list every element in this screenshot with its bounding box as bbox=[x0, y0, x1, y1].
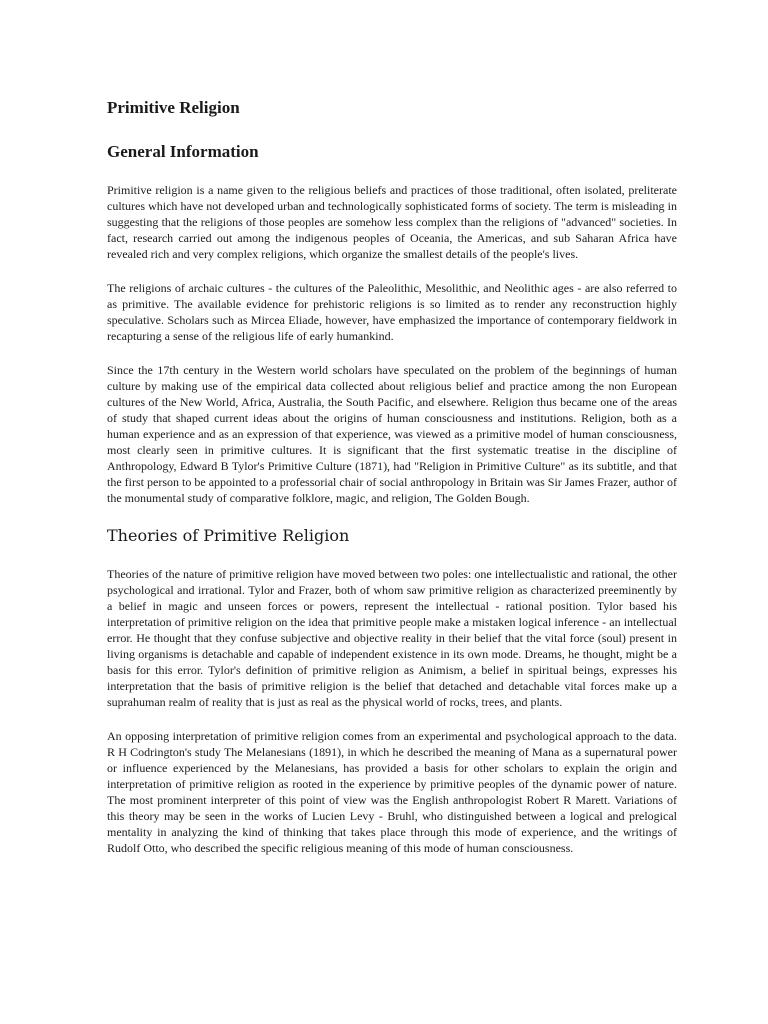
section-heading-general-information: General Information bbox=[107, 142, 259, 161]
section-heading-theories: Theories of Primitive Religion bbox=[107, 526, 350, 545]
paragraph: Theories of the nature of primitive religion have moved between two poles: one intellectualistic and rational, the other psychological and irrational. Tylor and Frazer, both of whom saw primitive religion as characterized preeminently by a belief in magic and unseen forces or powers, represent the intellectual - rational position. Tylor based his interpretation of primitive religion on the idea that primitive people make a mistaken logical inference - an intellectual error. He thought that they confuse subjective and objective reality in their belief that the vital force (soul) present in living organisms is detachable and capable of independent existence in its own mode. Dreams, he thought, might be a basis for this error. Tylor's definition of primitive religion as Animism, a belief in spiritual beings, expresses his interpretation that the basis of primitive religion is the belief that detached and detachable vital forces make up a suprahuman realm of reality that is just as real as the physical world of rocks, trees, and plants. bbox=[107, 567, 677, 709]
paragraph: Since the 17th century in the Western world scholars have speculated on the problem of the beginnings of human culture by making use of the empirical data collected about religious belief and practice among the non European cultures of the New World, Africa, Australia, the South Pacific, and elsewhere. Religion thus became one of the areas of study that shaped current ideas about the origins of human consciousness and institutions. Religion, both as a human experience and as an expression of that experience, was viewed as a primitive model of human consciousness, most clearly seen in primitive cultures. It is significant that the first systematic treatise in the discipline of Anthropology, Edward B Tylor's Primitive Culture (1871), had "Religion in Primitive Culture" as its subtitle, and that the first person to be appointed to a professorial chair of social anthropology in Britain was Sir James Frazer, author of the monumental study of comparative folklore, magic, and religion, The Golden Bough. bbox=[107, 363, 677, 505]
paragraph: The religions of archaic cultures - the cultures of the Paleolithic, Mesolithic, and Neolithic ages - are also referred to as primitive. The available evidence for prehistoric religions is so limited as to render any reconstruction highly speculative. Scholars such as Mircea Eliade, however, have emphasized the importance of contemporary fieldwork in recapturing a sense of the religious life of early humankind. bbox=[107, 281, 677, 343]
paragraph: Primitive religion is a name given to the religious beliefs and practices of those traditional, often isolated, preliterate cultures which have not developed urban and technologically sophisticated forms of society. The term is misleading in suggesting that the religions of those peoples are somehow less complex than the religions of "advanced" societies. In fact, research carried out among the indigenous peoples of Oceania, the Americas, and sub Saharan Africa have revealed rich and very complex religions, which organize the smallest details of the people's lives. bbox=[107, 183, 677, 261]
document-title: Primitive Religion bbox=[107, 98, 240, 117]
document-page bbox=[107, 96, 677, 874]
paragraph: An opposing interpretation of primitive religion comes from an experimental and psychological approach to the data. R H Codrington's study The Melanesians (1891), in which he described the meaning of Mana as a supernatural power or influence experienced by the Melanesians, has provided a basis for other scholars to explain the origin and interpretation of primitive religion as rooted in the experience by primitive peoples of the dynamic power of nature. The most prominent interpreter of this point of view was the English anthropologist Robert R Marett. Variations of this theory may be seen in the works of Lucien Levy - Bruhl, who distinguished between a logical and prelogical mentality in analyzing the kind of thinking that takes place through this mode of experience, and the writings of Rudolf Otto, who described the specific religious meaning of this mode of human consciousness. bbox=[107, 729, 677, 855]
